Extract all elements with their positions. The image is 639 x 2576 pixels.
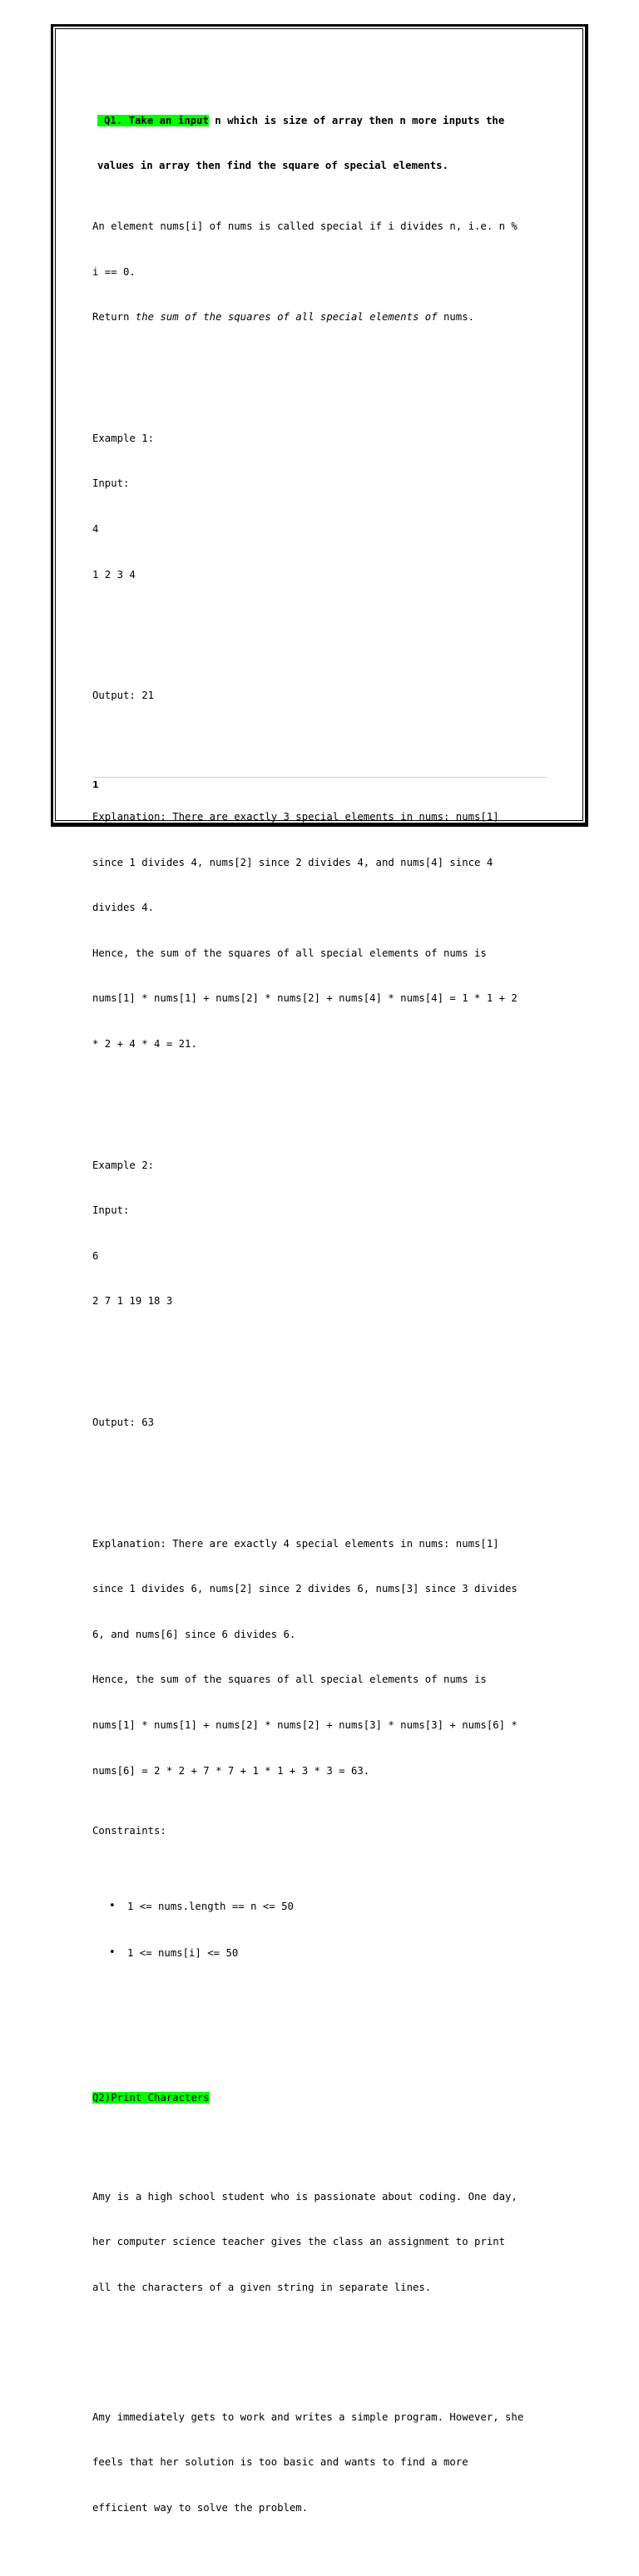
return-suffix: nums. [437,311,475,324]
example-2-explanation-line: 6, and nums[6] since 6 divides 6. [92,1628,296,1640]
example-2-explanation-line: Explanation: There are exactly 4 special elements in nums: nums[1] [92,1537,499,1550]
example-2-label: Example 2: [92,1159,155,1171]
q2-para1-line: her computer science teacher gives the class an assignment to print [92,2236,506,2248]
example-1-input-n: 4 [92,523,99,536]
q2-paragraph-1 [92,2158,558,2325]
return-italic: the sum of the squares of all special elements of [135,311,438,324]
q1-desc-line-2: i == 0. [92,265,136,278]
constraint-item: • 1 <= nums.length == n <= 50 [92,1899,558,1916]
example-2-explanation-line: Hence, the sum of the squares of all special elements of nums is [92,1674,487,1686]
constraints-label: Constraints: [92,1825,166,1837]
example-2-input-label: Input: [92,1204,130,1217]
return-prefix: Return [92,311,136,324]
q1-desc-line-1: An element nums[i] of nums is called special if i divides n, i.e. n % [92,220,518,233]
example-1-explanation-line: since 1 divides 4, nums[2] since 2 divides 4, and nums[4] since 4 [92,856,493,868]
example-1-explanation-line: Hence, the sum of the squares of all special elements of nums is [92,947,487,959]
example-1-explanation-line: divides 4. [92,902,155,914]
example-2-output: Output: 63 [92,1417,155,1428]
example-1-input-values: 1 2 3 4 [92,568,136,581]
example-1-explanation-line: nums[1] * nums[1] + nums[2] * nums[2] + nums[4] * nums[4] = 1 * 1 + 2 [92,992,518,1005]
example-2-input-values: 2 7 1 19 18 3 [92,1295,173,1308]
q2-paragraph-2 [92,2379,558,2545]
example-1-explanation-line: Explanation: There are exactly 3 special elements in nums: nums[1] [92,810,499,823]
q1-title-rest: n which is size of array then n more inputs the [208,114,505,126]
example-2-input-n: 6 [92,1249,99,1262]
example-1-output: Output: 21 [92,690,155,702]
constraints-list [92,1869,558,1992]
q1-return-line [92,309,558,324]
page-number: 1 [92,779,99,790]
example-1-input-label: Input: [92,477,130,490]
constraint-item: • 1 <= nums[i] <= 50 [92,1946,558,1962]
example-2-explanation-line: since 1 divides 6, nums[2] since 2 divides 6, nums[3] since 3 divides [92,1583,518,1595]
example-1-explanation-line: * 2 + 4 * 4 = 21. [92,1037,197,1050]
q2-para1-line: Amy is a high school student who is passionate about coding. One day, [92,2190,518,2203]
q2-title: Q2)Print Characters [92,2091,210,2104]
q2-para2-line: efficient way to solve the problem. [92,2501,309,2514]
example-2-explanation-line: nums[6] = 2 * 2 + 7 * 7 + 1 * 1 + 3 * 3 = 63. [92,1764,370,1777]
q1-title-highlight: Q1. Take an input [97,115,209,126]
q1-title-line-1 [92,113,558,128]
q2-para2-line: Amy immediately gets to work and writes a simple program. However, she [92,2410,524,2423]
q2-para2-line: feels that her solution is too basic and wants to find a more [92,2456,468,2469]
document-body [92,67,558,2576]
q2-title-line [92,2090,558,2105]
example-2-explanation-line: nums[1] * nums[1] + nums[2] * nums[2] + nums[3] * nums[3] + nums[6] * [92,1719,518,1732]
example-1-label: Example 1: [92,432,155,444]
q2-para1-line: all the characters of a given string in separate lines. [92,2281,432,2293]
footer-divider [92,777,547,778]
q1-title-line-2: values in array then find the square of special elements. [97,160,448,172]
